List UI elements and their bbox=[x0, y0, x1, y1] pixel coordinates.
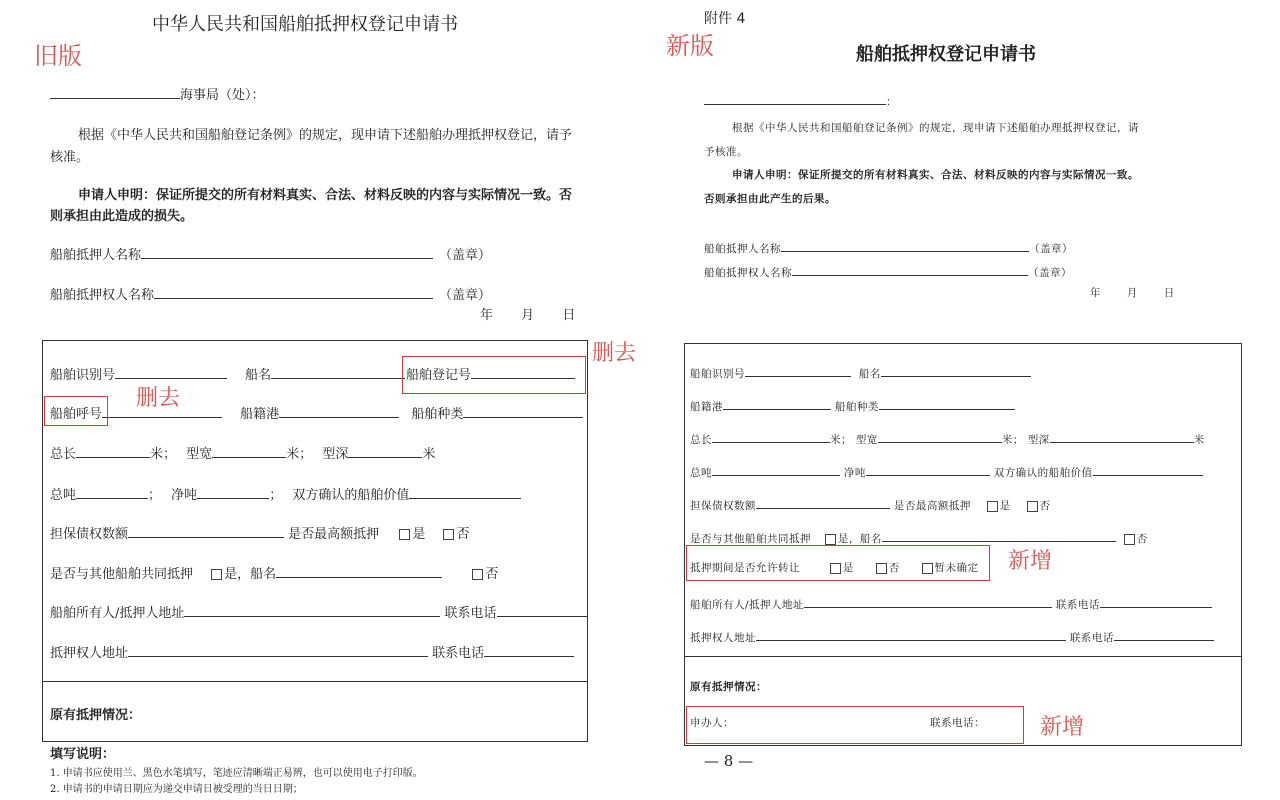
old-notes-title: 填写说明： bbox=[50, 747, 116, 762]
new-max-no-label: 否 bbox=[1039, 500, 1051, 512]
old-reg-no-label: 船舶登记号 bbox=[406, 368, 472, 383]
new-intro-line2: 予核准。 bbox=[704, 146, 748, 158]
old-joint-yes-checkbox[interactable] bbox=[211, 569, 222, 580]
new-mortgagee-seal: （盖章） bbox=[1028, 267, 1072, 279]
old-max-yes-checkbox[interactable] bbox=[399, 529, 410, 540]
new-length-label: 总长 bbox=[690, 434, 712, 446]
new-max-no-checkbox[interactable] bbox=[1027, 501, 1038, 512]
old-joint-label: 是否与其他船舶共同抵押 bbox=[50, 567, 194, 582]
new-mortgagee-phone-label: 联系电话 bbox=[1069, 632, 1114, 644]
old-width-label: 型宽 bbox=[186, 447, 213, 462]
new-handler-label: 申办人： bbox=[690, 717, 734, 729]
new-date-year: 年 bbox=[1090, 287, 1101, 299]
new-row-port bbox=[690, 395, 1015, 414]
old-declaration-line1: 申请人申明：保证所提交的所有材料真实、合法、材料反映的内容与实际情况一致。否 bbox=[78, 188, 573, 203]
new-max-yes-label: 是 bbox=[999, 500, 1011, 512]
old-form-divider bbox=[42, 681, 587, 682]
old-row-tonnage bbox=[50, 484, 521, 503]
old-version-label: 旧版 bbox=[34, 42, 82, 70]
old-note-2: 2. 申请书的申请日期应为递交申请日被受理的当日日期； bbox=[50, 784, 303, 795]
old-call-sign-label: 船舶呼号 bbox=[50, 407, 103, 422]
new-declaration-line1: 申请人申明：保证所提交的所有材料真实、合法、材料反映的内容与实际情况一致。 bbox=[732, 169, 1139, 181]
old-mortgagor-label: 船舶抵押人名称 bbox=[50, 248, 142, 263]
old-note-1: 1. 申请书应使用兰、黑色水笔填写，笔迹应清晰端正易辨，也可以使用电子打印版。 bbox=[50, 768, 423, 779]
new-max-mortgage-label: 是否最高额抵押 bbox=[893, 500, 971, 512]
new-max-yes-checkbox[interactable] bbox=[987, 501, 998, 512]
new-mortgagor-seal: （盖章） bbox=[1029, 243, 1073, 255]
new-added-note-2: 新增 bbox=[1040, 715, 1085, 740]
old-depth-unit: 米 bbox=[422, 447, 436, 462]
new-page-number: — 8 — bbox=[704, 752, 754, 770]
old-delete-note-2: 删去 bbox=[136, 386, 181, 411]
new-row-dimensions bbox=[690, 428, 1205, 447]
old-mortgagee-phone-label: 联系电话 bbox=[432, 646, 485, 661]
new-mortgagee-line bbox=[704, 261, 1072, 280]
new-mortgagor-line bbox=[704, 237, 1073, 256]
old-call-sign-highlight bbox=[44, 396, 108, 426]
new-debt-label: 担保债权数额 bbox=[690, 500, 756, 512]
new-row-tonnage bbox=[690, 461, 1203, 480]
new-added-note-1: 新增 bbox=[1008, 549, 1053, 574]
new-value-label: 双方确认的船舶价值 bbox=[993, 467, 1093, 479]
new-existing-mortgage: 原有抵押情况： bbox=[690, 681, 767, 693]
old-row-ship-id bbox=[50, 364, 405, 383]
old-value-label: 双方确认的船舶价值 bbox=[292, 488, 410, 503]
old-existing-mortgage: 原有抵押情况： bbox=[50, 708, 142, 723]
old-date-month: 月 bbox=[521, 308, 535, 323]
new-width-label: 型宽 bbox=[855, 434, 878, 446]
new-depth-unit: 米 bbox=[1193, 434, 1205, 446]
new-addressee bbox=[704, 90, 897, 109]
new-mortgagee-label: 船舶抵押权人名称 bbox=[704, 267, 792, 279]
old-max-mortgage-label: 是否最高额抵押 bbox=[288, 527, 380, 542]
new-owner-address-label: 船舶所有人/抵押人地址 bbox=[690, 599, 805, 611]
old-debt-label: 担保债权数额 bbox=[50, 527, 129, 542]
new-transfer-no-label: 否 bbox=[888, 562, 900, 574]
new-joint-no-label: 否 bbox=[1136, 533, 1148, 545]
new-addressee-suffix: ： bbox=[886, 96, 897, 108]
old-ship-type-label: 船舶种类 bbox=[411, 407, 464, 422]
new-date-day: 日 bbox=[1163, 287, 1175, 299]
old-owner-address-label: 船舶所有人/抵押人地址 bbox=[50, 606, 185, 621]
old-addressee-suffix: 海事局（处）： bbox=[180, 88, 265, 103]
old-max-no-label: 否 bbox=[456, 527, 470, 542]
old-mortgagee-line bbox=[50, 284, 491, 303]
old-intro-line2: 核准。 bbox=[50, 150, 90, 165]
old-length-label: 总长 bbox=[50, 447, 77, 462]
old-net-sep: ； bbox=[269, 488, 283, 503]
old-declaration-line2: 则承担由此造成的损失。 bbox=[50, 209, 194, 224]
new-row-debt bbox=[690, 494, 1051, 513]
new-joint-yes-checkbox[interactable] bbox=[825, 534, 836, 545]
new-intro-line1: 根据《中华人民共和国船舶登记条例》的规定，现申请下述船舶办理抵押权登记，请 bbox=[732, 122, 1139, 134]
new-row-mortgagee-address bbox=[690, 626, 1214, 645]
old-mortgagee-address-label: 抵押权人地址 bbox=[50, 646, 129, 661]
old-row-owner-address bbox=[50, 602, 587, 621]
new-row-owner-address bbox=[690, 593, 1212, 612]
old-intro-line1: 根据《中华人民共和国船舶登记条例》的规定，现申请下述船舶办理抵押权登记，请予 bbox=[78, 128, 573, 143]
old-mortgagee-seal: （盖章） bbox=[439, 288, 492, 303]
old-row-call-sign bbox=[50, 403, 583, 422]
new-joint-label: 是否与其他船舶共同抵押 bbox=[690, 533, 811, 545]
new-transfer-label: 抵押期间是否允许转让 bbox=[690, 562, 800, 574]
new-transfer-yes-label: 是 bbox=[842, 562, 854, 574]
old-gross-sep: ； bbox=[148, 488, 162, 503]
new-declaration-line2: 否则承担由此产生的后果。 bbox=[704, 193, 836, 205]
new-joint-no-checkbox[interactable] bbox=[1124, 534, 1135, 545]
new-ship-type-label: 船舶种类 bbox=[834, 401, 879, 413]
old-mortgagor-seal: （盖章） bbox=[439, 248, 492, 263]
old-title: 中华人民共和国船舶抵押权登记申请书 bbox=[152, 14, 458, 35]
new-width-unit: 米； bbox=[1001, 434, 1024, 446]
old-joint-no-label: 否 bbox=[485, 567, 499, 582]
old-net-label: 净吨 bbox=[171, 488, 198, 503]
new-title: 船舶抵押权登记申请书 bbox=[856, 44, 1036, 65]
old-gross-label: 总吨 bbox=[50, 488, 77, 503]
new-handler-highlight bbox=[686, 706, 1024, 744]
new-form-divider bbox=[684, 656, 1241, 657]
new-handler-phone-label: 联系电话： bbox=[930, 717, 985, 729]
old-date bbox=[480, 304, 575, 323]
new-mortgagee-address-label: 抵押权人地址 bbox=[690, 632, 756, 644]
old-reg-no-highlight bbox=[402, 356, 586, 394]
old-row-joint bbox=[50, 563, 498, 582]
old-row-dimensions bbox=[50, 443, 435, 462]
new-gross-label: 总吨 bbox=[690, 467, 712, 479]
new-transfer-highlight bbox=[686, 545, 990, 581]
old-depth-label: 型深 bbox=[322, 447, 349, 462]
old-row-debt bbox=[50, 523, 469, 542]
old-mortgagor-line bbox=[50, 244, 491, 263]
new-attachment-label: 附件 4 bbox=[704, 11, 746, 27]
new-mortgagor-label: 船舶抵押人名称 bbox=[704, 243, 781, 255]
old-joint-yes-label: 是，船名 bbox=[224, 567, 277, 582]
old-max-yes-label: 是 bbox=[412, 527, 426, 542]
old-ship-name-label: 船名 bbox=[245, 368, 272, 383]
new-row-ship-id bbox=[690, 362, 1031, 381]
new-version-label: 新版 bbox=[666, 32, 714, 60]
new-version-page bbox=[640, 0, 1280, 800]
new-ship-id-label: 船舶识别号 bbox=[690, 368, 745, 380]
new-date-month: 月 bbox=[1126, 287, 1138, 299]
new-row-joint bbox=[690, 527, 1148, 546]
new-date bbox=[1090, 285, 1175, 300]
old-delete-note-1: 删去 bbox=[592, 341, 637, 366]
old-date-year: 年 bbox=[480, 308, 494, 323]
old-length-unit: 米； bbox=[150, 447, 177, 462]
new-transfer-undetermined-label: 暂未确定 bbox=[934, 562, 979, 574]
old-owner-phone-label: 联系电话 bbox=[444, 606, 497, 621]
old-mortgagee-label: 船舶抵押权人名称 bbox=[50, 288, 155, 303]
old-date-day: 日 bbox=[562, 308, 576, 323]
old-max-no-checkbox[interactable] bbox=[443, 529, 454, 540]
new-length-unit: 米； bbox=[830, 434, 852, 446]
new-net-label: 净吨 bbox=[843, 467, 866, 479]
old-addressee bbox=[50, 84, 265, 103]
old-ship-id-label: 船舶识别号 bbox=[50, 368, 116, 383]
old-joint-no-checkbox[interactable] bbox=[472, 569, 483, 580]
old-port-label: 船籍港 bbox=[240, 407, 280, 422]
old-width-unit: 米； bbox=[286, 447, 313, 462]
new-depth-label: 型深 bbox=[1027, 434, 1050, 446]
new-ship-name-label: 船名 bbox=[858, 368, 881, 380]
new-port-label: 船籍港 bbox=[690, 401, 723, 413]
old-row-mortgagee-address bbox=[50, 642, 574, 661]
new-joint-yes-label: 是，船名 bbox=[837, 533, 882, 545]
new-owner-phone-label: 联系电话 bbox=[1055, 599, 1100, 611]
